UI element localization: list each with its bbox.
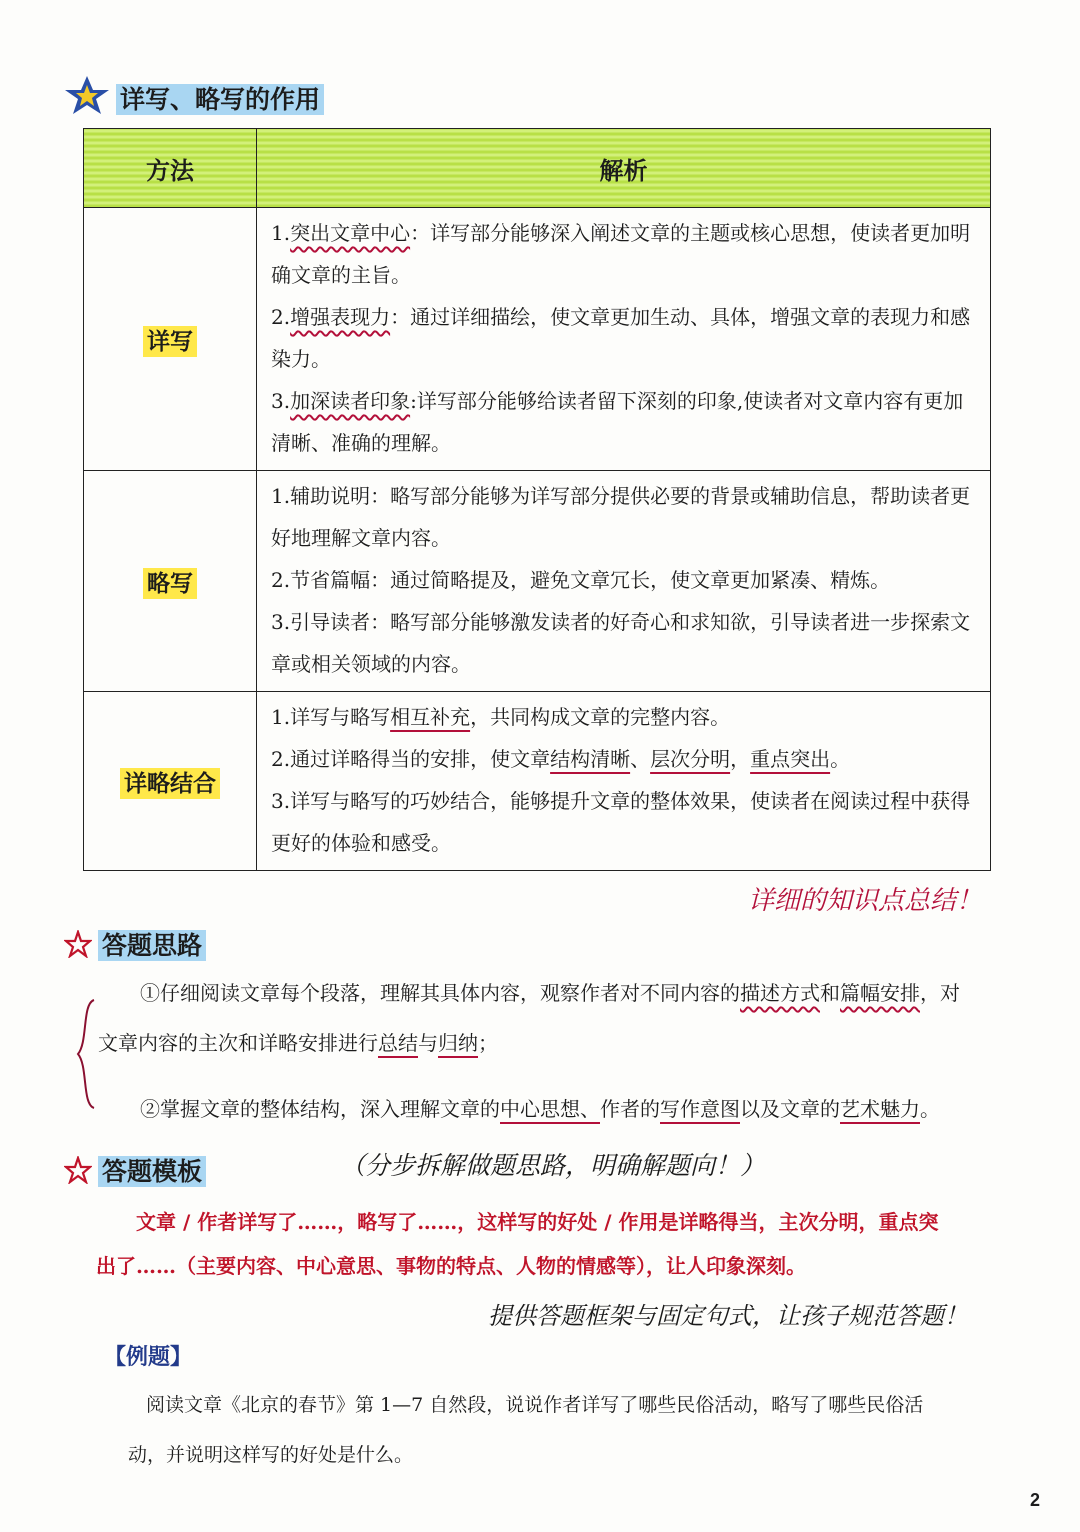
approach-text: 和 bbox=[820, 981, 840, 1005]
method-label: 详写 bbox=[143, 326, 197, 357]
table-header-row bbox=[84, 129, 991, 208]
item-text: ， bbox=[730, 747, 751, 771]
analysis-item bbox=[271, 475, 976, 559]
item-key: 增强表现力 bbox=[290, 305, 391, 329]
approach-text: 与 bbox=[418, 1031, 438, 1055]
analysis-item bbox=[271, 738, 976, 780]
star-icon bbox=[62, 74, 112, 116]
handwritten-note: 提供答题框架与固定句式，让孩子规范答题！ bbox=[488, 1302, 968, 1330]
approach-key: 总结 bbox=[378, 1031, 418, 1055]
analysis-cell bbox=[257, 692, 991, 871]
example-line1: 阅读文章《北京的春节》第 1—7 自然段，说说作者详写了哪些民俗活动，略写了哪些民俗活 bbox=[146, 1394, 924, 1416]
item-key: 重点突出 bbox=[750, 747, 831, 771]
item-key: 结构清晰 bbox=[550, 747, 631, 771]
example-line2: 动，并说明这样写的好处是什么。 bbox=[128, 1444, 414, 1466]
item-text: 1.详写与略写 bbox=[271, 705, 391, 729]
item-key: 突出文章中心 bbox=[290, 221, 411, 245]
item-number: 1. bbox=[271, 484, 291, 508]
method-label: 详略结合 bbox=[120, 768, 220, 799]
item-text: :详写部分能够给读者留下深刻的印象,使读者对文章内容有更加清晰、准确的理解。 bbox=[271, 389, 964, 455]
brace-icon bbox=[74, 998, 98, 1110]
item-text: ，共同构成文章的完整内容。 bbox=[470, 705, 731, 729]
approach-text: ； bbox=[478, 1031, 498, 1055]
approach-line1 bbox=[140, 978, 1040, 1008]
methods-table bbox=[83, 128, 991, 871]
item-key: 辅助说明 bbox=[290, 484, 371, 508]
approach-line2 bbox=[98, 1028, 498, 1058]
handwritten-note: 详细的知识点总结！ bbox=[748, 886, 983, 916]
approach-text: ①仔细阅读文章每个段落，理解其具体内容，观察作者对不同内容的 bbox=[140, 981, 740, 1005]
approach-text: ②掌握文章的整体结构，深入理解文章的 bbox=[140, 1097, 500, 1121]
page-title-text: 详写、略写的作用 bbox=[116, 84, 324, 115]
item-key: 节省篇幅 bbox=[290, 568, 371, 592]
section-title-approach bbox=[98, 926, 206, 962]
method-cell bbox=[84, 208, 257, 471]
item-number: 3. bbox=[271, 389, 291, 413]
section-title-template bbox=[98, 1152, 206, 1188]
approach-text: 文章内容的主次和详略安排进行 bbox=[98, 1031, 378, 1055]
analysis-item bbox=[271, 559, 976, 601]
item-key: 引导读者 bbox=[290, 610, 371, 634]
method-cell bbox=[84, 692, 257, 871]
analysis-item bbox=[271, 212, 976, 296]
approach-key: 中心思想、 bbox=[500, 1097, 600, 1121]
table-row bbox=[84, 471, 991, 692]
item-text: ：略写部分能够激发读者的好奇心和求知欲，引导读者进一步探索文章或相关领域的内容。 bbox=[271, 610, 971, 676]
section-title-text: 答题思路 bbox=[98, 930, 206, 961]
column-header-method: 方法 bbox=[84, 129, 257, 208]
analysis-item bbox=[271, 696, 976, 738]
approach-text: 以及文章的 bbox=[740, 1097, 840, 1121]
approach-text: 。 bbox=[920, 1097, 940, 1121]
analysis-item bbox=[271, 380, 976, 464]
item-text: ：略写部分能够为详写部分提供必要的背景或辅助信息，帮助读者更好地理解文章内容。 bbox=[271, 484, 971, 550]
example-title: 【例题】 bbox=[104, 1344, 193, 1370]
item-text: 。 bbox=[830, 747, 851, 771]
template-line2: 出了……（主要内容、中心意思、事物的特点、人物的情感等），让人印象深刻。 bbox=[96, 1254, 806, 1278]
approach-text: ，对 bbox=[920, 981, 960, 1005]
red-star-icon bbox=[64, 930, 92, 958]
section-title-text: 答题模板 bbox=[98, 1156, 206, 1187]
item-key: 层次分明 bbox=[650, 747, 731, 771]
item-text: ：详写部分能够深入阐述文章的主题或核心思想，使读者更加明确文章的主旨。 bbox=[271, 221, 971, 287]
approach-key: 篇幅安排 bbox=[840, 981, 920, 1005]
table-row bbox=[84, 208, 991, 471]
table-row bbox=[84, 692, 991, 871]
handwritten-note: （分步拆解做题思路，明确解题向！） bbox=[340, 1151, 766, 1180]
method-label: 略写 bbox=[143, 568, 197, 599]
item-text: ：通过简略提及，避免文章冗长，使文章更加紧凑、精炼。 bbox=[370, 568, 891, 592]
analysis-item: 3.详写与略写的巧妙结合，能够提升文章的整体效果，使读者在阅读过程中获得更好的体验和感受。 bbox=[271, 789, 971, 855]
column-header-analysis: 解析 bbox=[257, 129, 991, 208]
analysis-cell bbox=[257, 208, 991, 471]
approach-key: 写作意图 bbox=[660, 1097, 740, 1121]
item-number: 2. bbox=[271, 305, 291, 329]
item-number: 3. bbox=[271, 610, 291, 634]
template-line1: 文章 / 作者详写了……，略写了……，这样写的好处 / 作用是详略得当，主次分明，重点突 bbox=[136, 1210, 939, 1234]
approach-line3 bbox=[140, 1094, 940, 1124]
item-text: ：通过详细描绘，使文章更加生动、具体，增强文章的表现力和感染力。 bbox=[271, 305, 971, 371]
approach-key: 艺术魅力 bbox=[840, 1097, 920, 1121]
approach-text: 作者的 bbox=[600, 1097, 660, 1121]
analysis-cell bbox=[257, 471, 991, 692]
item-text: 、 bbox=[630, 747, 651, 771]
item-text: 2.通过详略得当的安排，使文章 bbox=[271, 747, 551, 771]
approach-key: 归纳 bbox=[438, 1031, 478, 1055]
approach-key: 描述方式 bbox=[740, 981, 820, 1005]
red-star-icon bbox=[64, 1156, 92, 1184]
analysis-item bbox=[271, 296, 976, 380]
item-key: 相互补充 bbox=[390, 705, 471, 729]
method-cell bbox=[84, 471, 257, 692]
item-number: 1. bbox=[271, 221, 291, 245]
item-key: 加深读者印象 bbox=[290, 389, 411, 413]
page-title bbox=[116, 80, 324, 116]
item-number: 2. bbox=[271, 568, 291, 592]
page-number: 2 bbox=[1030, 1490, 1041, 1510]
analysis-item bbox=[271, 601, 976, 685]
